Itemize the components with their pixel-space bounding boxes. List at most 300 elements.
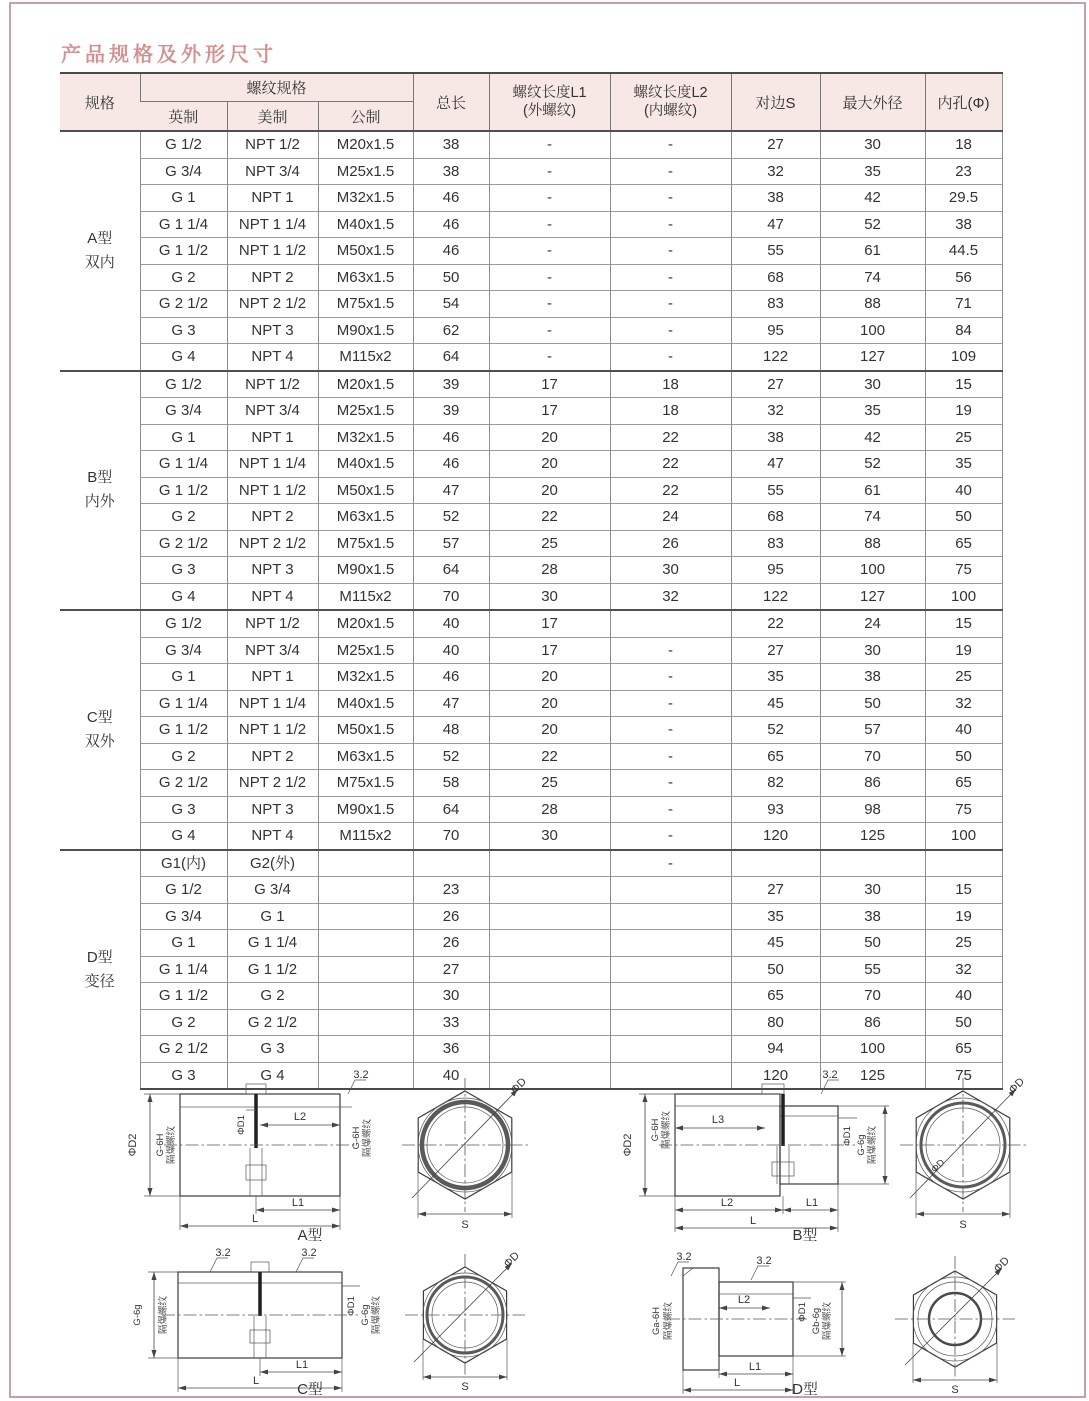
table-cell: NPT 1 1/4: [227, 451, 318, 478]
table-cell: 65: [925, 1036, 1002, 1063]
table-cell: G 3: [140, 1062, 227, 1089]
table-cell: 83: [731, 291, 820, 318]
table-cell: G 1/2: [140, 131, 227, 158]
table-cell: 26: [413, 903, 489, 930]
label-g6h: G-6H: [650, 1118, 661, 1142]
table-row: [60, 477, 1002, 504]
table-cell: NPT 4: [227, 823, 318, 850]
table-row: [60, 637, 1002, 664]
table-cell: 47: [731, 451, 820, 478]
table-cell: M115x2: [318, 583, 413, 610]
table-cell: 100: [820, 1036, 925, 1063]
table-cell: G 1 1/2: [140, 238, 227, 265]
table-cell: 62: [413, 317, 489, 344]
table-cell: 125: [820, 1062, 925, 1089]
table-cell: 28: [489, 796, 610, 823]
table-cell: 55: [731, 238, 820, 265]
table-cell: NPT 2 1/2: [227, 770, 318, 797]
table-cell: M40x1.5: [318, 211, 413, 238]
table-cell: 46: [413, 238, 489, 265]
table-cell: G2(外): [227, 850, 318, 877]
table-cell: G 2: [227, 983, 318, 1010]
table-cell: 38: [925, 211, 1002, 238]
table-row: [60, 238, 1002, 265]
table-cell: 127: [820, 583, 925, 610]
table-cell: M20x1.5: [318, 610, 413, 637]
table-cell: 15: [925, 877, 1002, 904]
side-view: [127, 1069, 373, 1230]
table-cell: [925, 850, 1002, 877]
table-cell: M25x1.5: [318, 158, 413, 185]
table-row: [60, 823, 1002, 850]
header-l1-line2: (外螺纹): [522, 103, 577, 119]
table-cell: M32x1.5: [318, 185, 413, 212]
table-cell: -: [610, 770, 731, 797]
table-cell: 42: [820, 185, 925, 212]
table-cell: -: [610, 743, 731, 770]
table-cell: NPT 4: [227, 583, 318, 610]
table-cell: 15: [925, 371, 1002, 398]
table-cell: [489, 930, 610, 957]
table-cell: G 1/2: [140, 877, 227, 904]
table-cell: 65: [731, 743, 820, 770]
header-l2-line1: 螺纹长度L2: [633, 84, 708, 101]
table-cell: G 1 1/4: [140, 956, 227, 983]
table-cell: 22: [610, 451, 731, 478]
table-cell: 46: [413, 664, 489, 691]
table-cell: 52: [731, 717, 820, 744]
table-cell: M75x1.5: [318, 770, 413, 797]
header-imperial: 英制: [140, 102, 227, 132]
label-l2: L2: [737, 1294, 751, 1306]
table-row: [60, 530, 1002, 557]
label-phiD-inner: ΦD: [929, 1157, 948, 1176]
table-cell: [820, 850, 925, 877]
table-cell: 48: [413, 717, 489, 744]
table-cell: G 3: [140, 317, 227, 344]
table-cell: 25: [925, 424, 1002, 451]
table-cell: 25: [925, 664, 1002, 691]
table-cell: [610, 903, 731, 930]
table-cell: M63x1.5: [318, 504, 413, 531]
label-flameproof-left: 隔爆螺纹: [661, 1110, 672, 1150]
table-cell: 22: [610, 477, 731, 504]
header-spec: 规格: [60, 73, 140, 131]
label-roughness: 3.2: [822, 1069, 838, 1081]
table-cell: 35: [820, 398, 925, 425]
table-cell: G 1/2: [140, 371, 227, 398]
table-cell: -: [610, 823, 731, 850]
label-l: L: [251, 1213, 259, 1225]
table-cell: 25: [489, 530, 610, 557]
header-american: 美制: [227, 102, 318, 132]
table-cell: G 2: [140, 743, 227, 770]
table-cell: NPT 2: [227, 504, 318, 531]
table-cell: 38: [820, 664, 925, 691]
table-cell: M20x1.5: [318, 371, 413, 398]
table-cell: 94: [731, 1036, 820, 1063]
table-cell: 71: [925, 291, 1002, 318]
table-cell: G 2: [140, 504, 227, 531]
table-cell: 75: [925, 1062, 1002, 1089]
table-cell: 70: [413, 823, 489, 850]
table-cell: -: [610, 344, 731, 371]
label-phiD1: ΦD1: [346, 1296, 357, 1316]
table-cell: -: [489, 158, 610, 185]
label-l: L: [733, 1377, 741, 1389]
label-s: S: [461, 1381, 469, 1393]
table-cell: M75x1.5: [318, 530, 413, 557]
table-cell: 24: [820, 610, 925, 637]
table-cell: 32: [731, 158, 820, 185]
table-cell: [731, 850, 820, 877]
table-row: [60, 930, 1002, 957]
table-row: [60, 185, 1002, 212]
table-cell: 35: [731, 903, 820, 930]
table-cell: G 3: [140, 557, 227, 584]
label-roughness-1: 3.2: [676, 1251, 692, 1263]
table-cell: 25: [489, 770, 610, 797]
table-cell: 22: [731, 610, 820, 637]
table-cell: 38: [731, 185, 820, 212]
table-cell: 15: [925, 610, 1002, 637]
table-row: [60, 291, 1002, 318]
table-row: [60, 717, 1002, 744]
table-cell: 46: [413, 424, 489, 451]
table-cell: G 1: [140, 930, 227, 957]
table-row: [60, 131, 1002, 158]
table-cell: [610, 877, 731, 904]
table-cell: 109: [925, 344, 1002, 371]
table-cell: 50: [925, 504, 1002, 531]
table-cell: 84: [925, 317, 1002, 344]
label-l3: L3: [711, 1114, 725, 1126]
table-cell: 52: [413, 504, 489, 531]
table-row: [60, 690, 1002, 717]
table-cell: 20: [489, 424, 610, 451]
header-total-length: 总长: [413, 73, 489, 131]
side-view: [622, 1069, 889, 1232]
table-cell: [318, 850, 413, 877]
table-cell: M90x1.5: [318, 796, 413, 823]
label-l1: L1: [291, 1197, 305, 1209]
table-cell: -: [610, 131, 731, 158]
table-row: [60, 504, 1002, 531]
table-cell: M20x1.5: [318, 131, 413, 158]
table-cell: 54: [413, 291, 489, 318]
table-cell: 40: [413, 1062, 489, 1089]
table-cell: M40x1.5: [318, 451, 413, 478]
side-view: [651, 1251, 846, 1394]
table-cell: NPT 2: [227, 264, 318, 291]
table-row: [60, 344, 1002, 371]
label-g6g: G-6g: [856, 1134, 867, 1156]
table-cell: NPT 3/4: [227, 158, 318, 185]
table-cell: 38: [413, 158, 489, 185]
header-l1-line1: 螺纹长度L1: [512, 84, 587, 101]
table-cell: [318, 877, 413, 904]
table-row: [60, 371, 1002, 398]
table-cell: G 4: [140, 344, 227, 371]
table-cell: [610, 983, 731, 1010]
table-cell: 120: [731, 823, 820, 850]
table-cell: 50: [820, 690, 925, 717]
table-cell: M63x1.5: [318, 743, 413, 770]
table-row: [60, 850, 1002, 877]
table-cell: 27: [731, 637, 820, 664]
table-cell: 57: [413, 530, 489, 557]
table-cell: 57: [820, 717, 925, 744]
table-cell: 64: [413, 796, 489, 823]
label-l1: L1: [295, 1359, 309, 1371]
table-cell: NPT 2 1/2: [227, 530, 318, 557]
drawing-type-a: [60, 1068, 560, 1244]
table-cell: 17: [489, 398, 610, 425]
table-cell: -: [610, 850, 731, 877]
label-roughness-2: 3.2: [756, 1255, 772, 1267]
header-l1: [489, 73, 610, 131]
table-cell: NPT 1: [227, 424, 318, 451]
table-cell: G 4: [140, 583, 227, 610]
table-cell: -: [489, 211, 610, 238]
table-cell: 28: [489, 557, 610, 584]
table-cell: M50x1.5: [318, 717, 413, 744]
table-cell: 52: [413, 743, 489, 770]
table-cell: 17: [489, 371, 610, 398]
table-cell: 22: [489, 504, 610, 531]
table-cell: 40: [413, 637, 489, 664]
table-cell: G 1 1/4: [140, 690, 227, 717]
table-cell: [610, 610, 731, 637]
table-row: [60, 451, 1002, 478]
table-cell: NPT 1/2: [227, 610, 318, 637]
table-cell: G 1 1/4: [140, 451, 227, 478]
label-flameproof-left: 隔爆螺纹: [158, 1295, 169, 1335]
table-cell: -: [489, 344, 610, 371]
table-cell: 75: [925, 796, 1002, 823]
table-cell: [610, 1036, 731, 1063]
table-cell: 50: [925, 1009, 1002, 1036]
table-cell: 88: [820, 530, 925, 557]
table-cell: [489, 903, 610, 930]
table-cell: G 3: [140, 796, 227, 823]
label-l: L: [252, 1375, 260, 1387]
table-cell: 24: [610, 504, 731, 531]
table-cell: 30: [610, 557, 731, 584]
table-cell: 74: [820, 504, 925, 531]
table-cell: 74: [820, 264, 925, 291]
table-cell: -: [489, 264, 610, 291]
table-row: [60, 743, 1002, 770]
table-cell: 122: [731, 583, 820, 610]
table-cell: 19: [925, 398, 1002, 425]
table-cell: 20: [489, 477, 610, 504]
table-cell: 68: [731, 264, 820, 291]
table-cell: NPT 1 1/2: [227, 238, 318, 265]
label-phiD-outer: ΦD: [1006, 1075, 1027, 1097]
table-cell: [318, 1009, 413, 1036]
table-cell: -: [489, 291, 610, 318]
table-cell: 19: [925, 903, 1002, 930]
table-cell: 30: [820, 131, 925, 158]
label-flameproof-right: 隔爆螺纹: [867, 1125, 878, 1165]
table-cell: -: [489, 131, 610, 158]
table-cell: 75: [925, 557, 1002, 584]
table-cell: G 3: [227, 1036, 318, 1063]
table-cell: NPT 1 1/4: [227, 690, 318, 717]
table-row: [60, 983, 1002, 1010]
table-cell: [610, 1009, 731, 1036]
table-cell: 27: [731, 877, 820, 904]
table-row: [60, 796, 1002, 823]
label-phiD1: ΦD1: [842, 1126, 853, 1146]
table-cell: M50x1.5: [318, 477, 413, 504]
table-cell: M32x1.5: [318, 424, 413, 451]
label-s: S: [951, 1384, 959, 1396]
table-cell: G 4: [140, 823, 227, 850]
label-flameproof-right: 隔爆螺纹: [822, 1301, 833, 1341]
label-flameproof-left: 隔爆螺纹: [166, 1125, 177, 1165]
table-cell: 29.5: [925, 185, 1002, 212]
table-row: [60, 770, 1002, 797]
table-row: [60, 211, 1002, 238]
table-cell: 70: [413, 583, 489, 610]
label-phiD1: ΦD1: [236, 1115, 247, 1135]
label-roughness-2: 3.2: [301, 1247, 317, 1259]
table-cell: G 2 1/2: [140, 1036, 227, 1063]
caption-type-c: C型: [297, 1381, 323, 1396]
table-cell: -: [610, 317, 731, 344]
table-cell: 83: [731, 530, 820, 557]
table-cell: G 1 1/4: [140, 211, 227, 238]
table-cell: 122: [731, 344, 820, 371]
table-cell: 40: [925, 477, 1002, 504]
table-row: [60, 664, 1002, 691]
header-l2-line2: (内螺纹): [643, 103, 698, 119]
table-cell: 30: [820, 637, 925, 664]
table-cell: 33: [413, 1009, 489, 1036]
table-cell: -: [489, 317, 610, 344]
table-cell: 30: [820, 371, 925, 398]
table-cell: 93: [731, 796, 820, 823]
table-cell: NPT 3: [227, 796, 318, 823]
table-cell: 30: [489, 583, 610, 610]
table-cell: 80: [731, 1009, 820, 1036]
table-cell: NPT 3: [227, 317, 318, 344]
table-cell: [318, 1036, 413, 1063]
table-cell: G 1 1/4: [227, 930, 318, 957]
label-phiD2: ΦD2: [127, 1133, 139, 1157]
section-label: C型 双外: [60, 610, 140, 850]
table-cell: -: [610, 690, 731, 717]
table-cell: 39: [413, 371, 489, 398]
table-cell: 47: [413, 690, 489, 717]
table-cell: [610, 930, 731, 957]
table-cell: 35: [820, 158, 925, 185]
label-flameproof-right: 隔爆螺纹: [362, 1118, 373, 1158]
table-cell: NPT 1 1/2: [227, 717, 318, 744]
table-cell: 100: [820, 557, 925, 584]
table-cell: 120: [731, 1062, 820, 1089]
table-cell: 25: [925, 930, 1002, 957]
table-cell: 22: [489, 743, 610, 770]
table-cell: 35: [925, 451, 1002, 478]
table-cell: 20: [489, 717, 610, 744]
header-metric: 公制: [318, 102, 413, 132]
table-cell: M115x2: [318, 823, 413, 850]
table-row: [60, 424, 1002, 451]
table-cell: [489, 956, 610, 983]
table-cell: 17: [489, 637, 610, 664]
table-cell: -: [610, 796, 731, 823]
table-cell: G 1 1/2: [140, 983, 227, 1010]
spec-table-body: [60, 131, 1002, 1089]
label-ga6h: Ga-6H: [651, 1307, 662, 1335]
table-cell: NPT 3/4: [227, 637, 318, 664]
table-cell: 20: [489, 451, 610, 478]
table-cell: 86: [820, 1009, 925, 1036]
label-gb6g: Gb-6g: [811, 1307, 822, 1335]
table-cell: 64: [413, 557, 489, 584]
table-cell: [318, 983, 413, 1010]
table-cell: M40x1.5: [318, 690, 413, 717]
table-cell: G1(内): [140, 850, 227, 877]
label-phiD: ΦD: [991, 1254, 1012, 1276]
table-cell: 127: [820, 344, 925, 371]
table-cell: 35: [731, 664, 820, 691]
table-cell: NPT 1 1/2: [227, 477, 318, 504]
table-cell: 30: [413, 983, 489, 1010]
table-cell: 52: [820, 211, 925, 238]
table-cell: 40: [925, 717, 1002, 744]
table-cell: 68: [731, 504, 820, 531]
table-cell: 100: [820, 317, 925, 344]
hex-end-view: [405, 1250, 525, 1393]
table-cell: 50: [925, 743, 1002, 770]
label-g6g-left: G-6g: [132, 1304, 143, 1326]
label-roughness: 3.2: [353, 1069, 369, 1081]
table-cell: [489, 983, 610, 1010]
page-title: 产品规格及外形尺寸: [61, 44, 277, 66]
side-view: [132, 1247, 382, 1392]
caption-type-d: D型: [792, 1381, 818, 1396]
table-cell: 95: [731, 317, 820, 344]
table-cell: -: [489, 238, 610, 265]
table-row: [60, 903, 1002, 930]
table-cell: 30: [489, 823, 610, 850]
table-cell: NPT 1/2: [227, 131, 318, 158]
table-cell: 38: [820, 903, 925, 930]
label-l2: L2: [293, 1111, 307, 1123]
table-cell: -: [489, 185, 610, 212]
section-label: D型 变径: [60, 850, 140, 1090]
table-cell: M25x1.5: [318, 398, 413, 425]
table-cell: -: [610, 185, 731, 212]
table-cell: 32: [731, 398, 820, 425]
caption-type-a: A型: [297, 1227, 323, 1244]
table-cell: 27: [731, 131, 820, 158]
table-cell: 39: [413, 398, 489, 425]
drawing-type-d: [555, 1246, 1055, 1396]
table-cell: 86: [820, 770, 925, 797]
table-cell: 55: [820, 956, 925, 983]
header-across-flats: 对边S: [731, 73, 820, 131]
table-cell: 42: [820, 424, 925, 451]
table-cell: 65: [731, 983, 820, 1010]
table-cell: NPT 1 1/4: [227, 211, 318, 238]
table-cell: 44.5: [925, 238, 1002, 265]
table-cell: NPT 2 1/2: [227, 291, 318, 318]
